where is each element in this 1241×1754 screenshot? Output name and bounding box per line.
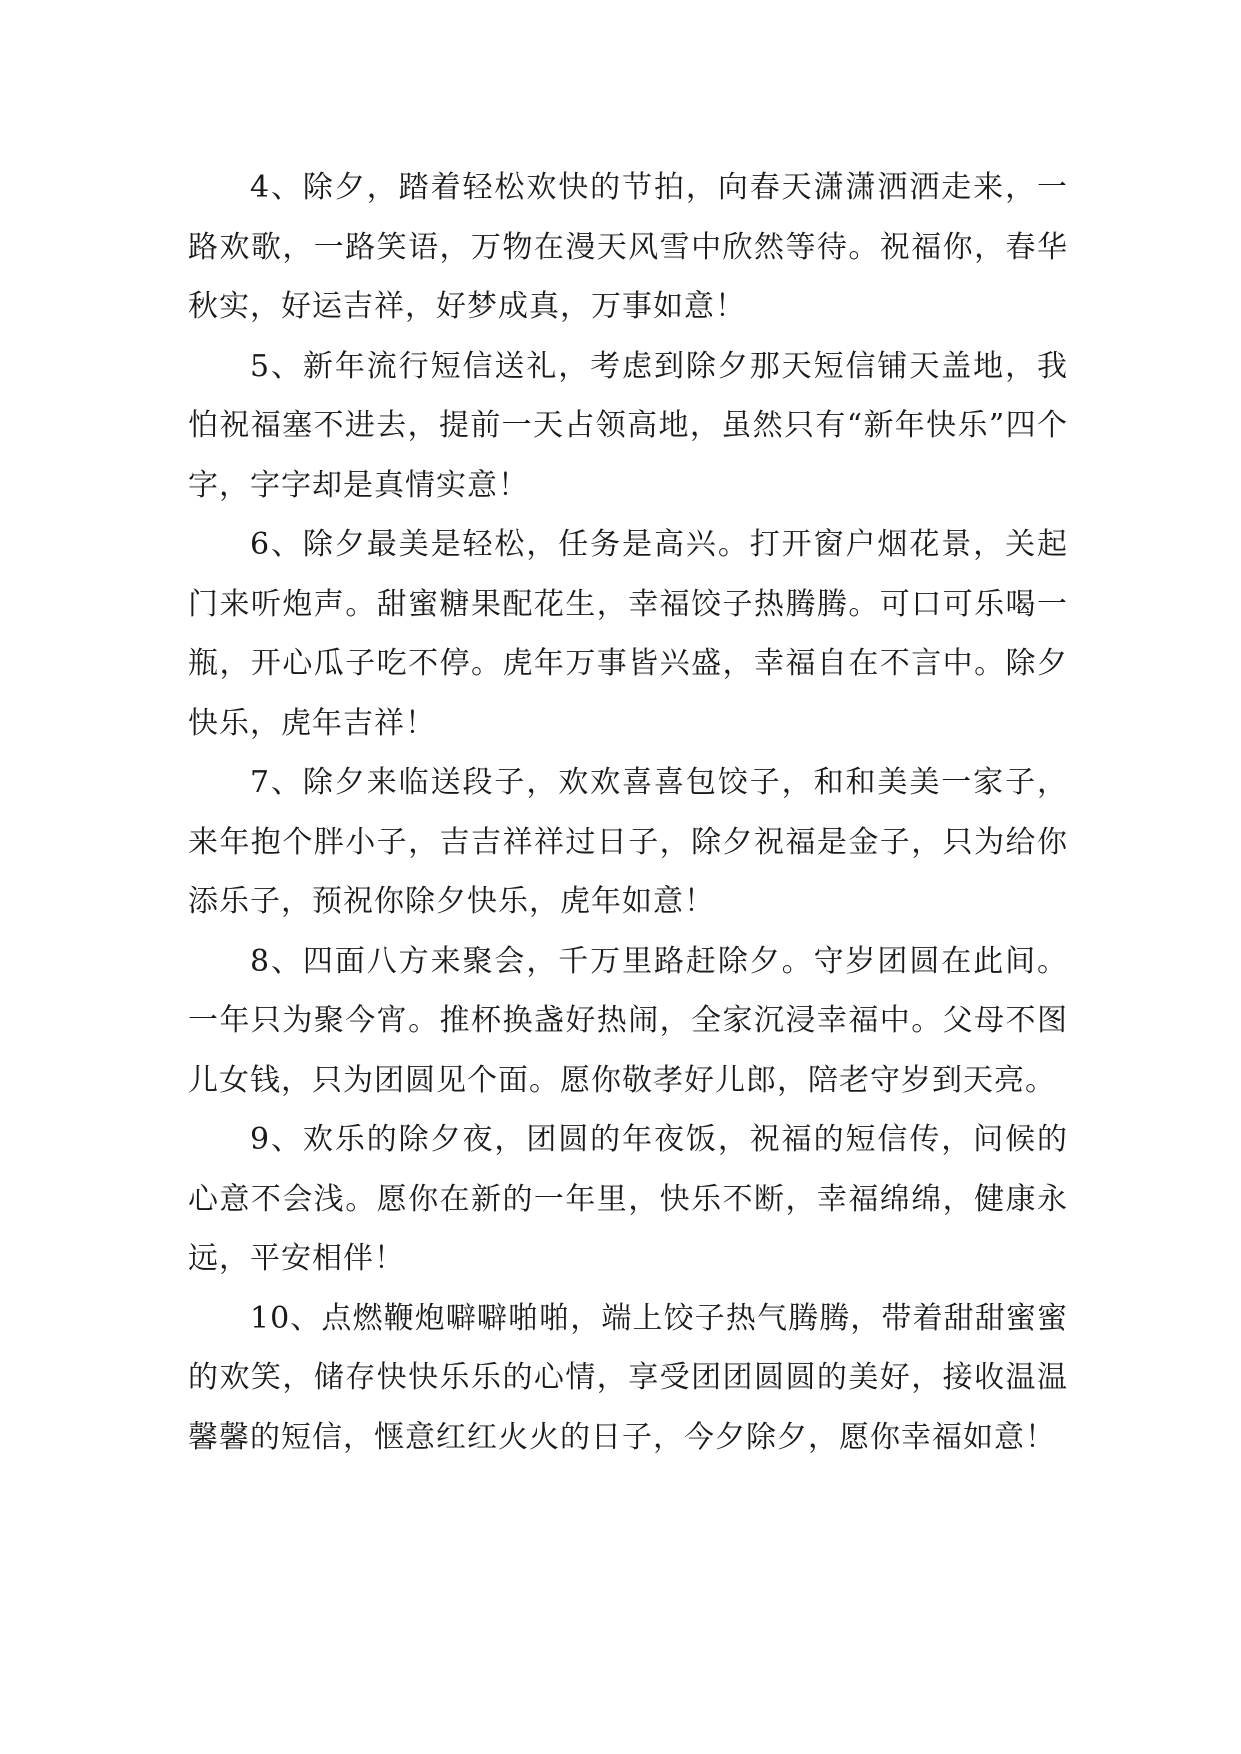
paragraph-6: 6、除夕最美是轻松，任务是高兴。打开窗户烟花景，关起门来听炮声。甜蜜糖果配花生，幸福饺子热腾腾。可口可乐喝一瓶，开心瓜子吃不停。虎年万事皆兴盛，幸福自在不言中。除夕快乐，虎年吉祥！: [188, 527, 1068, 741]
paragraph-9: 9、欢乐的除夕夜，团圆的年夜饭，祝福的短信传，问候的心意不会浅。愿你在新的一年里，快乐不断，幸福绵绵，健康永远，平安相伴！: [188, 1122, 1068, 1276]
paragraph-7: 7、除夕来临送段子，欢欢喜喜包饺子，和和美美一家子，来年抱个胖小子，吉吉祥祥过日子，除夕祝福是金子，只为给你添乐子，预祝你除夕快乐，虎年如意！: [188, 765, 1068, 919]
document-body: [188, 158, 1068, 1467]
paragraph-4: 4、除夕，踏着轻松欢快的节拍，向春天潇潇洒洒走来，一路欢歌，一路笑语，万物在漫天风雪中欣然等待。祝福你，春华秋实，好运吉祥，好梦成真，万事如意！: [188, 170, 1068, 324]
paragraph-5: 5、新年流行短信送礼，考虑到除夕那天短信铺天盖地，我怕祝福塞不进去，提前一天占领高地，虽然只有“新年快乐”四个字，字字却是真情实意！: [188, 348, 1068, 503]
paragraph-8: 8、四面八方来聚会，千万里路赶除夕。守岁团圆在此间。一年只为聚今宵。推杯换盏好热闹，全家沉浸幸福中。父母不图儿女钱，只为团圆见个面。愿你敬孝好儿郎，陪老守岁到天亮。: [188, 943, 1068, 1098]
paragraph-10: 10、点燃鞭炮噼噼啪啪，端上饺子热气腾腾，带着甜甜蜜蜜的欢笑，储存快快乐乐的心情，享受团团圆圆的美好，接收温温馨馨的短信，惬意红红火火的日子，今夕除夕，愿你幸福如意！: [188, 1300, 1068, 1455]
